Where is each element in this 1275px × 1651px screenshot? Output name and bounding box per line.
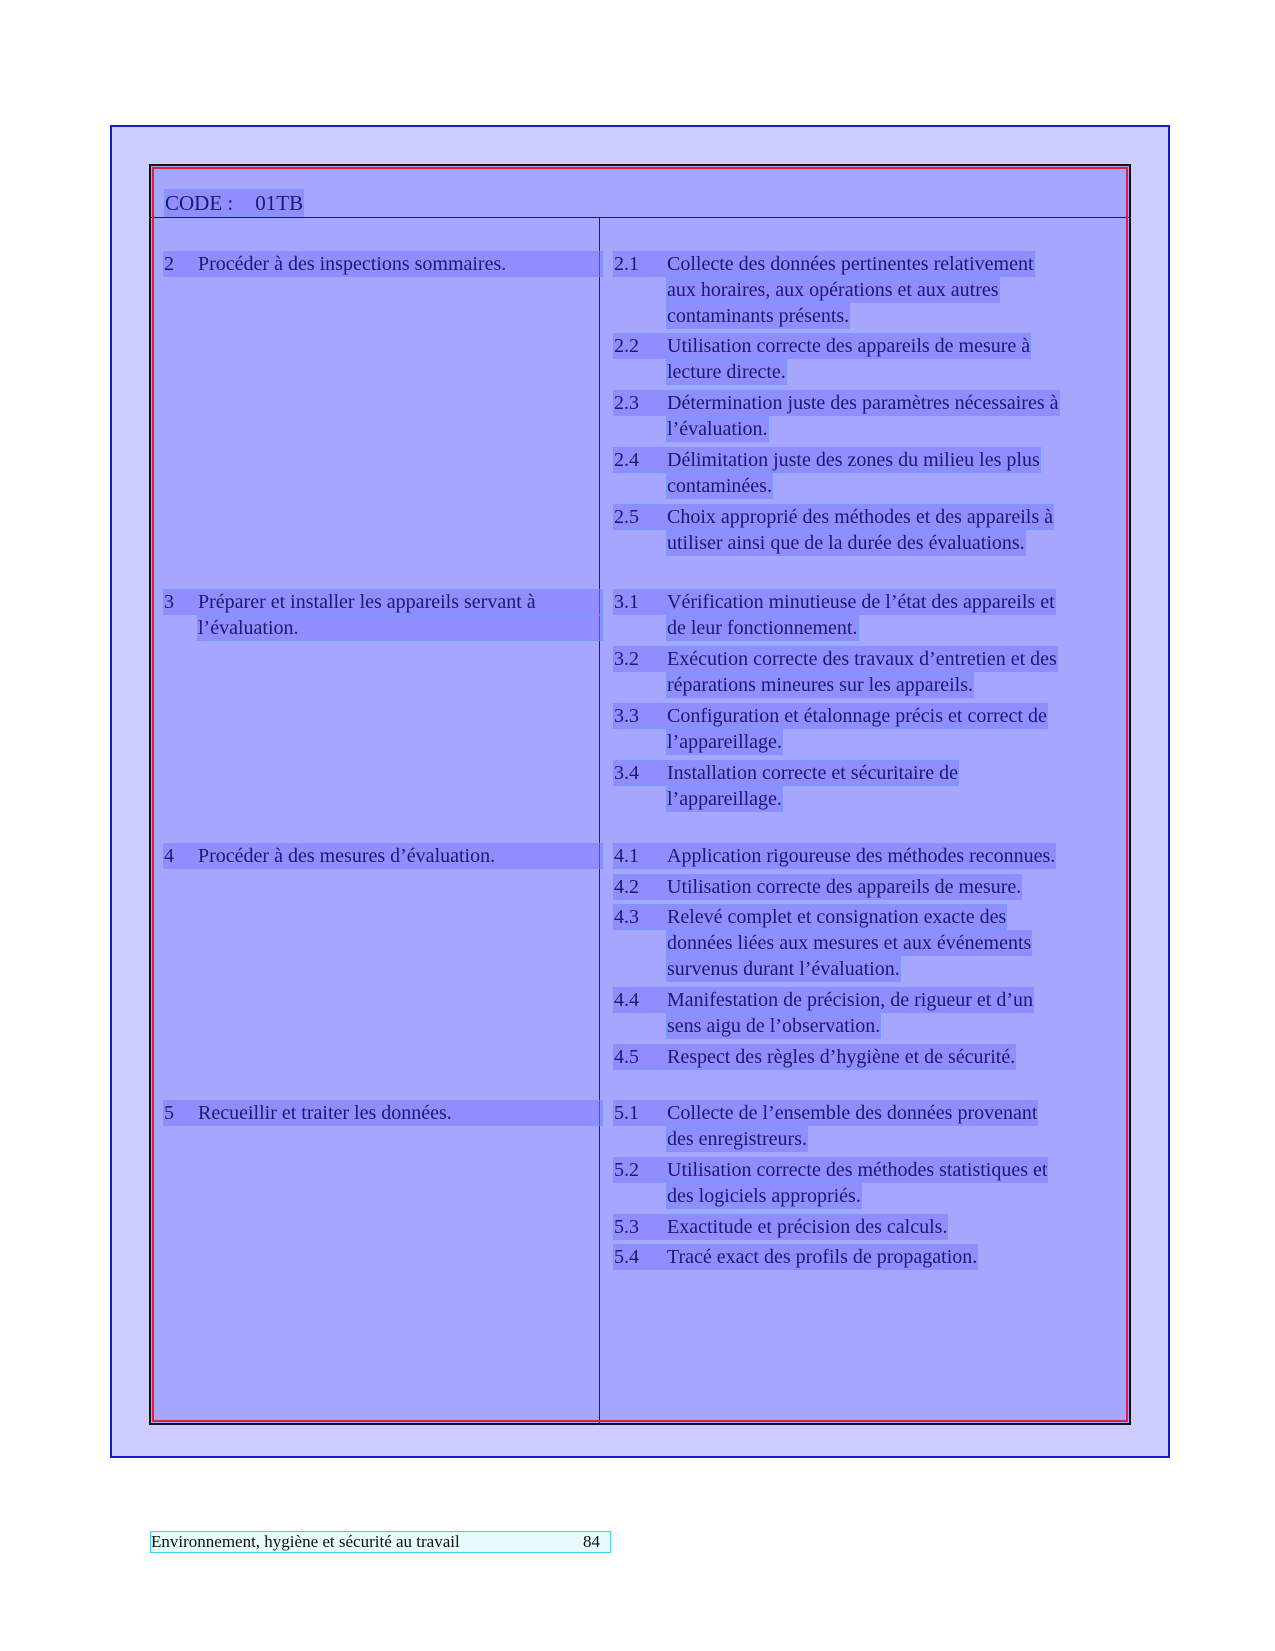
criterion-5-3: 5.3 Exactitude et précision des calculs.	[614, 1216, 948, 1238]
column-divider	[599, 218, 600, 1425]
criterion-3-2: 3.2 Exécution correcte des travaux d’entretien et des	[614, 648, 1057, 670]
criterion-line: sens aigu de l’observation.	[667, 1015, 881, 1037]
criterion-5-2: 5.2 Utilisation correcte des méthodes statistiques et	[614, 1159, 1048, 1181]
footer-text: Environnement, hygiène et sécurité au travail	[151, 1532, 460, 1551]
criterion-line: utiliser ainsi que de la durée des évaluations.	[667, 532, 1025, 554]
criterion-line: aux horaires, aux opérations et aux autres	[667, 279, 999, 301]
page-footer	[151, 1532, 610, 1552]
criterion-line: données liées aux mesures et aux événements	[667, 932, 1032, 954]
criterion-3-1: 3.1 Vérification minutieuse de l’état des appareils et	[614, 591, 1055, 613]
criterion-line: l’appareillage.	[667, 788, 782, 810]
criterion-2-3: 2.3 Détermination juste des paramètres nécessaires à	[614, 392, 1059, 414]
competency-title: Préparer et installer les appareils servant à	[198, 591, 536, 613]
criterion-3-3: 3.3 Configuration et étalonnage précis et correct de	[614, 705, 1047, 727]
competency-2	[164, 252, 602, 276]
criterion-line: contaminées.	[667, 475, 772, 497]
criterion-2-5: 2.5 Choix approprié des méthodes et des appareils à	[614, 506, 1053, 528]
criterion-2-2: 2.2 Utilisation correcte des appareils de mesure à	[614, 335, 1031, 357]
criterion-3-4: 3.4 Installation correcte et sécuritaire de	[614, 762, 958, 784]
criterion-4-4: 4.4 Manifestation de précision, de rigueur et d’un	[614, 989, 1033, 1011]
competency-title-line: l’évaluation.	[198, 616, 602, 640]
competency-title: Procéder à des mesures d’évaluation.	[198, 845, 496, 867]
criterion-line: des enregistreurs.	[667, 1128, 807, 1150]
competency-5	[164, 1101, 602, 1125]
page-number: 84	[583, 1532, 600, 1551]
criterion-line: contaminants présents.	[667, 305, 850, 327]
criterion-4-1: 4.1 Application rigoureuse des méthodes reconnues.	[614, 845, 1056, 867]
criterion-5-1: 5.1 Collecte de l’ensemble des données provenant	[614, 1102, 1038, 1124]
competency-title: Recueillir et traiter les données.	[198, 1102, 452, 1124]
criterion-5-4: 5.4 Tracé exact des profils de propagation.	[614, 1246, 978, 1268]
competency-number: 4	[164, 845, 174, 867]
competency-number: 2	[164, 253, 174, 275]
criterion-2-4: 2.4 Délimitation juste des zones du milieu les plus	[614, 449, 1040, 471]
criterion-line: de leur fonctionnement.	[667, 617, 858, 639]
code-label: CODE :	[165, 191, 234, 215]
code-value: 01TB	[255, 191, 304, 215]
competency-title: Procéder à des inspections sommaires.	[198, 253, 507, 275]
criterion-line: l’appareillage.	[667, 731, 782, 753]
competency-number: 5	[164, 1102, 174, 1124]
criterion-line: l’évaluation.	[667, 418, 768, 440]
criterion-4-5: 4.5 Respect des règles d’hygiène et de sécurité.	[614, 1046, 1016, 1068]
criterion-line: réparations mineures sur les appareils.	[667, 674, 974, 696]
criterion-4-3: 4.3 Relevé complet et consignation exacte des	[614, 906, 1007, 928]
criterion-line: survenus durant l’évaluation.	[667, 958, 900, 980]
course-code	[165, 190, 303, 216]
competency-number: 3	[164, 591, 174, 613]
criterion-4-2: 4.2 Utilisation correcte des appareils de mesure.	[614, 876, 1022, 898]
competency-3	[164, 590, 602, 614]
criterion-line: des logiciels appropriés.	[667, 1185, 861, 1207]
criterion-line: lecture directe.	[667, 361, 786, 383]
criterion-2-1: 2.1 Collecte des données pertinentes relativement	[614, 253, 1034, 275]
competency-4	[164, 844, 602, 868]
